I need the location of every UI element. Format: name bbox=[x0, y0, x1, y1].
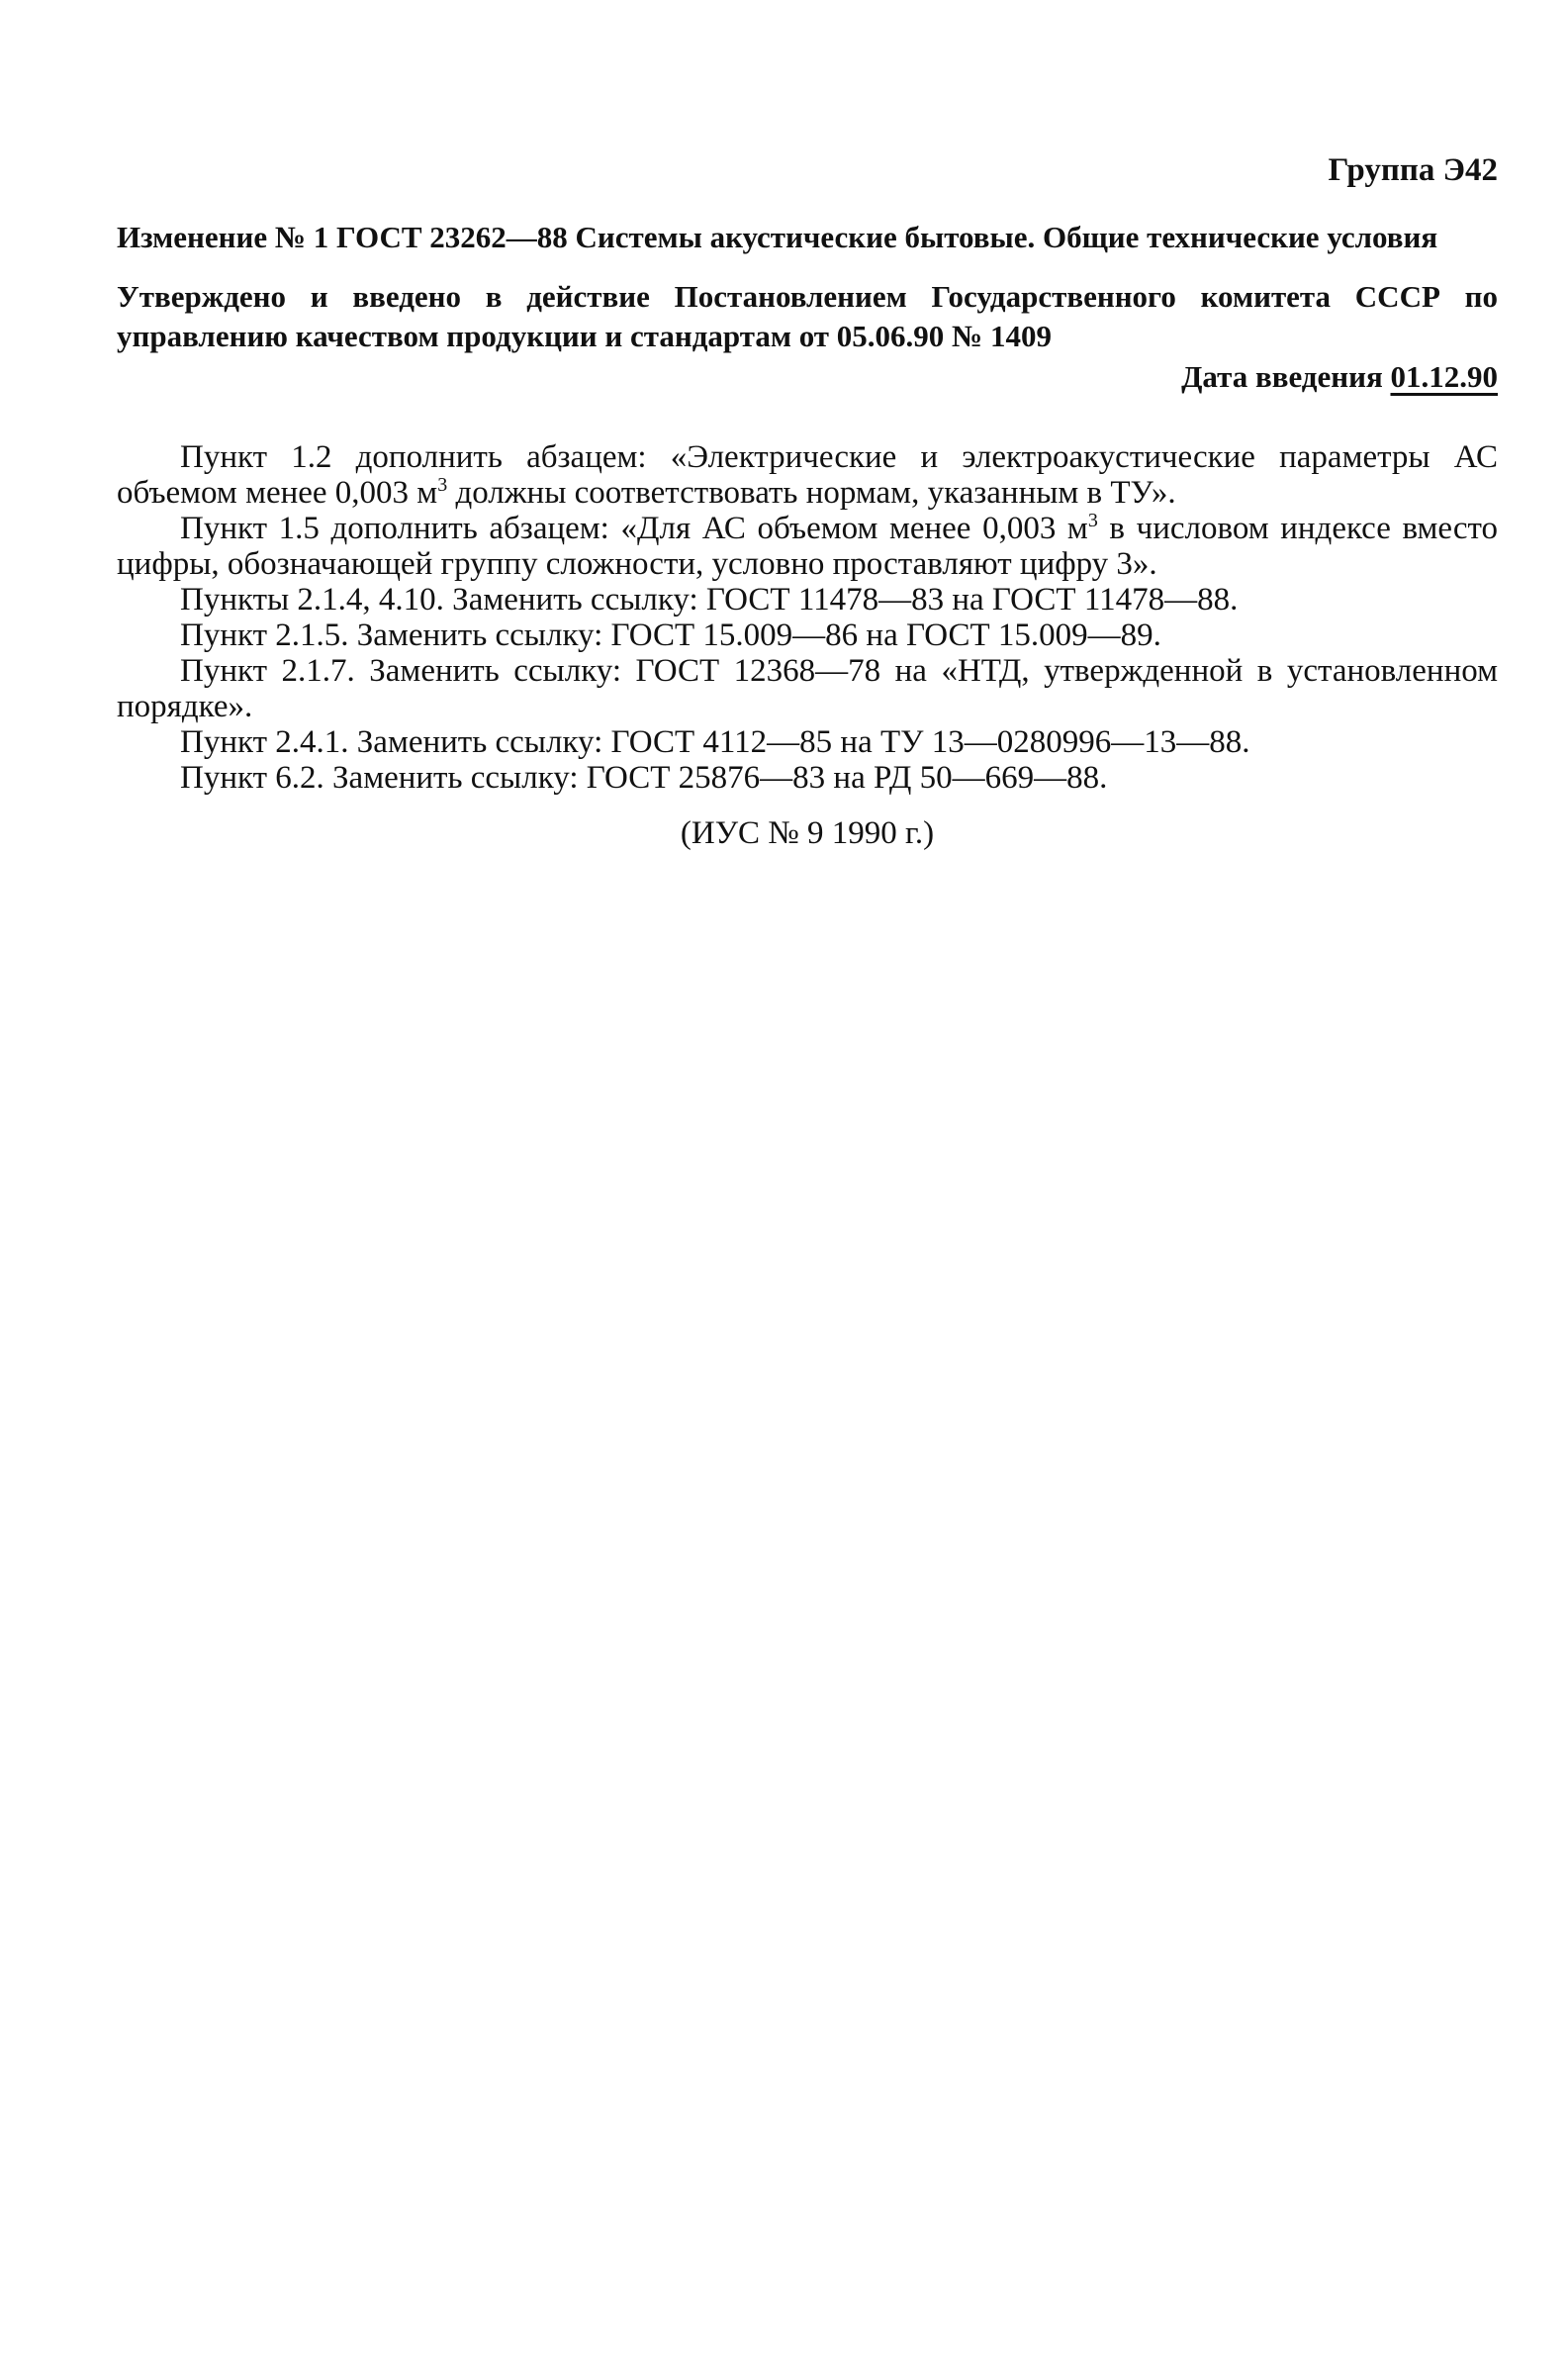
paragraph-items-2-1-4: Пункты 2.1.4, 4.10. Заменить ссылку: ГОСТ 11478—83 на ГОСТ 11478—88. bbox=[180, 582, 1239, 618]
superscript: 3 bbox=[1087, 510, 1098, 531]
paragraph-item-2-4-1: Пункт 2.4.1. Заменить ссылку: ГОСТ 4112—85 на ТУ 13—0280996—13—88. bbox=[180, 724, 1250, 760]
source-reference: (ИУС № 9 1990 г.) bbox=[680, 815, 935, 851]
paragraph-item-2-1-5: Пункт 2.1.5. Заменить ссылку: ГОСТ 15.009—86 на ГОСТ 15.009—89. bbox=[180, 618, 1161, 653]
paragraph-text: в числовом индексе вместо цифры, обозначающей группу сложности, условно проставляют цифру 3». bbox=[117, 511, 1498, 582]
effective-date-value: 01.12.90 bbox=[1390, 359, 1498, 394]
paragraph-item-6-2: Пункт 6.2. Заменить ссылку: ГОСТ 25876—83 на РД 50—669—88. bbox=[180, 760, 1108, 796]
effective-date-line bbox=[117, 356, 1498, 398]
amendment-title: Изменение № 1 ГОСТ 23262—88 Системы акустические бытовые. Общие технические условия bbox=[117, 220, 1438, 254]
paragraph-item-1-2 bbox=[117, 439, 1498, 511]
paragraph-text: Пункт 1.2 дополнить абзацем: «Электрические и электроакустические параметры АС объемом менее 0,003 м bbox=[117, 439, 1498, 511]
paragraph-item-2-1-7: Пункт 2.1.7. Заменить ссылку: ГОСТ 12368—78 на «НТД, утвержденной в установленном порядке». bbox=[117, 653, 1498, 724]
document-page bbox=[117, 148, 1498, 855]
paragraph-item-1-5 bbox=[117, 511, 1498, 582]
approval-statement: Утверждено и введено в действие Постановлением Государственного комитета СССР по управлению качеством продукции и стандартам от 05.06.90 № 1409 bbox=[117, 279, 1498, 353]
group-code: Группа Э42 bbox=[1328, 152, 1498, 188]
paragraph-text: должны соответствовать нормам, указанным в ТУ». bbox=[447, 475, 1176, 511]
superscript: 3 bbox=[437, 474, 448, 496]
paragraph-text: Пункт 1.5 дополнить абзацем: «Для АС объемом менее 0,003 м bbox=[180, 511, 1088, 546]
effective-date-label: Дата введения bbox=[1181, 359, 1383, 394]
amendment-body bbox=[117, 439, 1498, 796]
